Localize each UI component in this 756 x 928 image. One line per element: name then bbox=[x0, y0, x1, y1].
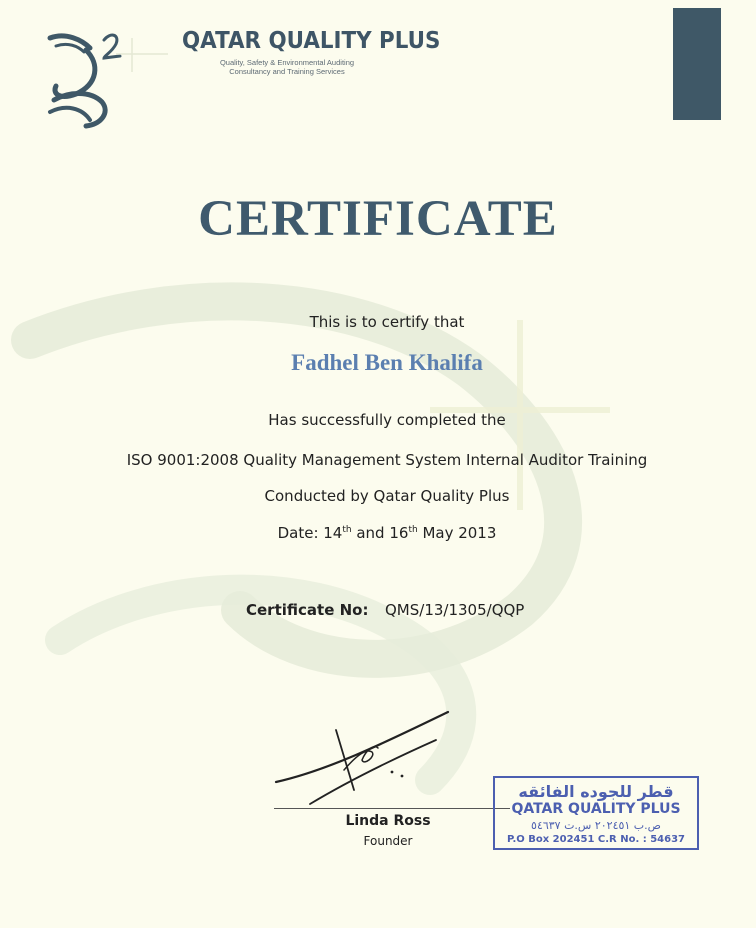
certificate-title: CERTIFICATE bbox=[198, 191, 558, 247]
stamp-english-name: QATAR QUALITY PLUS bbox=[511, 801, 681, 817]
date-middle: and 16 bbox=[351, 524, 409, 542]
company-stamp bbox=[493, 776, 699, 850]
signature-line bbox=[274, 808, 510, 809]
certificate-number bbox=[246, 601, 525, 619]
date-suffix: May 2013 bbox=[417, 524, 497, 542]
brand-tagline-2: Consultancy and Training Services bbox=[229, 67, 345, 76]
certificate-date bbox=[0, 524, 756, 542]
recipient-name: Fadhel Ben Khalifa bbox=[291, 350, 483, 375]
date-sup-1: th bbox=[342, 525, 352, 535]
date-sup-2: th bbox=[408, 525, 418, 535]
completed-text: Has successfully completed the bbox=[268, 411, 506, 429]
course-name: ISO 9001:2008 Quality Management System Internal Auditor Training bbox=[126, 451, 648, 469]
signature-icon bbox=[270, 700, 460, 810]
certificate-number-value: QMS/13/1305/QQP bbox=[385, 601, 525, 619]
date-prefix: Date: 14 bbox=[277, 524, 343, 542]
brand-name: QATAR QUALITY PLUS bbox=[182, 28, 441, 54]
signer-name: Linda Ross bbox=[345, 813, 431, 829]
certify-intro: This is to certify that bbox=[309, 313, 465, 331]
stamp-english-address: P.O Box 202451 C.R No. : 54637 bbox=[506, 834, 686, 845]
brand-tagline-1: Quality, Safety & Environmental Auditing bbox=[219, 58, 355, 67]
stamp-arabic-address: ص.ب ٢٠٢٤٥١ س.ت ٥٤٦٣٧ bbox=[531, 819, 661, 832]
signer-role: Founder bbox=[363, 834, 413, 848]
qqp-logo-icon bbox=[46, 28, 176, 130]
stamp-arabic-name: قطر للجوده الفائقه bbox=[518, 782, 674, 801]
corner-bar bbox=[673, 8, 721, 120]
certificate-number-label: Certificate No: bbox=[246, 601, 369, 619]
conducted-by: Conducted by Qatar Quality Plus bbox=[264, 487, 510, 505]
